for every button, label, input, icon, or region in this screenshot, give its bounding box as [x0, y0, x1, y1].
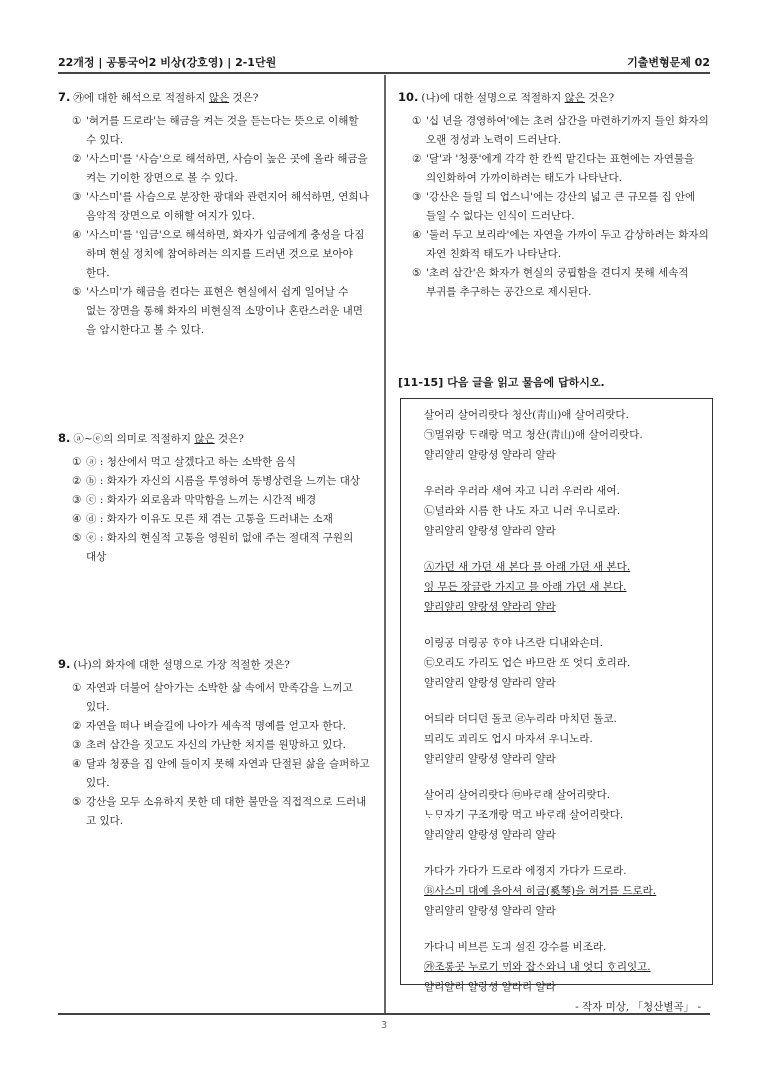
stanza-6 [424, 785, 709, 845]
header-rule [58, 72, 710, 74]
footer-rule [58, 1013, 710, 1015]
header-set-title: 기출변형문제 02 [627, 56, 710, 69]
option-4[interactable]: ④ '사스미'를 '임금'으로 해석하면, 화자가 임금에게 충성을 다짐 하며 현실 정치에 참여하려는 의지를 드러낸 것으로 보아야 한다. [72, 229, 365, 279]
poem-line: 얄리얄리 얄랑셩 얄라리 얄라 [424, 677, 556, 689]
poem-line: 얄리얄리 얄랑셩 얄라리 얄라 [424, 525, 556, 537]
option-2[interactable]: ② 자연을 떠나 벼슬길에 나아가 세속적 명예를 얻고자 한다. [72, 720, 346, 732]
option-3[interactable]: ③ '강산은 들일 듸 업스니'에는 강산의 넓고 큰 규모를 집 안에 들일 수 없다는 인식이 드러난다. [412, 191, 696, 222]
option-5[interactable]: ⑤ ⓔ : 화자의 현실적 고통을 영원히 없애 주는 절대적 구원의 대상 [72, 532, 354, 563]
poem-line: Ⓐ가던 새 가던 새 본다 믈 아래 가던 새 본다. [424, 561, 631, 573]
poem-passage [424, 405, 709, 1017]
option-1[interactable]: ① ⓐ : 청산에서 먹고 살겠다고 하는 소박한 음식 [72, 456, 296, 468]
option-3[interactable]: ③ '사스미'를 사슴으로 분장한 광대와 관련지어 해석하면, 연희나 음악적 장면으로 이해할 여지가 있다. [72, 191, 369, 222]
stanza-5 [424, 709, 709, 769]
poem-line: 가다가 가다가 드로라 에졍지 가다가 드로라. [424, 865, 627, 877]
poem-line: 잉 무든 장글란 가지고 믈 아래 가던 새 본다. [424, 581, 627, 593]
column-divider [384, 75, 386, 1013]
poem-line: 얄리얄리 얄랑셩 얄라리 얄라 [424, 601, 556, 613]
question-number: 10. [398, 90, 419, 104]
option-5[interactable]: ⑤ '초려 삼간'은 화자가 현실의 궁핍함을 견디지 못해 세속적 부귀를 추구하는 공간으로 제시된다. [412, 267, 689, 298]
poem-line: 얄리얄리 얄랑셩 얄라리 얄라 [424, 981, 556, 993]
poem-line: ᄂᆞᄆᆞ자기 구조개랑 먹고 바ᄅᆞ래 살어리랏다. [424, 809, 624, 821]
negative-keyword: 않은 [208, 92, 230, 104]
page-number: 3 [380, 1020, 388, 1031]
poem-line: 믜리도 괴리도 업시 마자셔 우니노라. [424, 733, 593, 745]
poem-line: 어듸라 더디던 돌코 ㉣누리라 마치던 돌코. [424, 713, 617, 725]
option-5[interactable]: ⑤ '사스미'가 해금을 켠다는 표현은 현실에서 쉽게 일어날 수 없는 장면을 통해 화자의 비현실적 소망이나 혼란스러운 내면 을 암시한다고 볼 수 있다. [72, 286, 363, 336]
negative-keyword: 않은 [564, 92, 585, 104]
option-3[interactable]: ③ 초려 삼간을 짓고도 자신의 가난한 처지를 원망하고 있다. [72, 739, 346, 751]
option-4[interactable]: ④ '둘러 두고 보리라'에는 자연을 가까이 두고 감상하려는 화자의 자연 친화적 태도가 나타난다. [412, 229, 709, 260]
option-2[interactable]: ② '사스미'를 '사슴'으로 해석하면, 사슴이 높은 곳에 올라 해금을 켜는 기이한 장면으로 볼 수 있다. [72, 153, 368, 184]
page-header [58, 52, 710, 72]
poem-line: 얄리얄리 얄랑셩 얄라리 얄라 [424, 905, 556, 917]
passage-instruction: [11-15] 다음 글을 읽고 물음에 답하시오. [398, 376, 605, 389]
poem-line: 얄리얄리 얄랑셩 얄라리 얄라 [424, 753, 556, 765]
poem-line: 이링공 뎌링공 ᄒᆞ야 나즈란 디내와손뎌. [424, 637, 603, 649]
passage-source: - 작자 미상, 「청산별곡」 - [575, 1001, 701, 1013]
question-number: 8. [58, 431, 71, 445]
poem-line: ㉮조롱곳 누로기 ᄆᆡ와 잡ᄉᆞ와니 내 엇디 ᄒᆞ리잇고. [424, 961, 651, 973]
question-number: 7. [58, 90, 71, 104]
poem-line: ㉡널라와 시름 한 나도 자고 니러 우니로라. [424, 505, 621, 517]
poem-line: 우러라 우러라 새여 자고 니러 우러라 새여. [424, 485, 620, 497]
stanza-2 [424, 481, 709, 541]
poem-line: Ⓑ사스미 대예 올아셔 히금(奚琴)을 혀거를 드로라. [424, 885, 657, 897]
poem-line: ㉠멀위랑 ᄃᆞ래랑 먹고 청산(靑山)애 살어리랏다. [424, 429, 643, 441]
option-5[interactable]: ⑤ 강산을 모두 소유하지 못한 데 대한 불만을 직접적으로 드러내 고 있다. [72, 796, 367, 827]
option-1[interactable]: ① '혀거를 드로라'는 해금을 켜는 것을 듣는다는 뜻으로 이해할 수 있다. [72, 115, 359, 146]
option-4[interactable]: ④ ⓓ : 화자가 이유도 모른 채 겪는 고통을 드러내는 소재 [72, 513, 333, 525]
stanza-8 [424, 937, 709, 1017]
stanza-1 [424, 405, 709, 465]
question-8 [58, 429, 376, 567]
option-1[interactable]: ① '십 년을 경영하여'에는 초려 삼간을 마련하기까지 들인 화자의 오랜 정성과 노력이 드러난다. [412, 115, 709, 146]
question-number: 9. [58, 657, 71, 671]
stanza-3 [424, 557, 709, 617]
question-stem: 9. (나)의 화자에 대한 설명으로 가장 적절한 것은? [58, 657, 290, 671]
question-9 [58, 655, 376, 831]
poem-line: 얄리얄리 얄랑셩 얄라리 얄라 [424, 829, 556, 841]
poem-line: 살어리 살어리랏다 청산(靑山)애 살어리랏다. [424, 409, 629, 421]
question-stem: 7. ㉮에 대한 해석으로 적절하지 않은 것은? [58, 90, 259, 104]
option-1[interactable]: ① 자연과 더불어 살아가는 소박한 삶 속에서 만족감을 느끼고 있다. [72, 682, 353, 713]
header-course-info: 22개정 | 공통국어2 비상(강호영) | 2-1단원 [58, 56, 277, 69]
option-3[interactable]: ③ ⓒ : 화자가 외로움과 막막함을 느끼는 시간적 배경 [72, 494, 317, 506]
stanza-4 [424, 633, 709, 693]
poem-line: 얄리얄리 얄랑셩 얄라리 얄라 [424, 449, 556, 461]
question-stem: 10. (나)에 대한 설명으로 적절하지 않은 것은? [398, 90, 615, 104]
poem-line: ㉢오리도 가리도 업슨 바므란 ᄯᅩ 엇디 호리라. [424, 657, 631, 669]
option-4[interactable]: ④ 달과 청풍을 집 안에 들이지 못해 자연과 단절된 삶을 슬퍼하고 있다. [72, 758, 370, 789]
negative-keyword: 않은 [194, 433, 215, 445]
stanza-7 [424, 861, 709, 921]
question-10 [398, 88, 714, 302]
option-2[interactable]: ② ⓑ : 화자가 자신의 시름을 투영하여 동병상련을 느끼는 대상 [72, 475, 361, 487]
poem-line: 가다니 비브른 도긔 설진 강수를 비조라. [424, 941, 607, 953]
poem-line: 살어리 살어리랏다 ㉤바ᄅᆞ래 살어리랏다. [424, 789, 611, 801]
option-2[interactable]: ② '달'과 '청풍'에게 각각 한 칸씩 맡긴다는 표현에는 자연물을 의인화하여 가까이하려는 태도가 나타난다. [412, 153, 695, 184]
question-7 [58, 88, 376, 340]
question-stem: 8. ⓐ~ⓔ의 의미로 적절하지 않은 것은? [58, 431, 244, 445]
